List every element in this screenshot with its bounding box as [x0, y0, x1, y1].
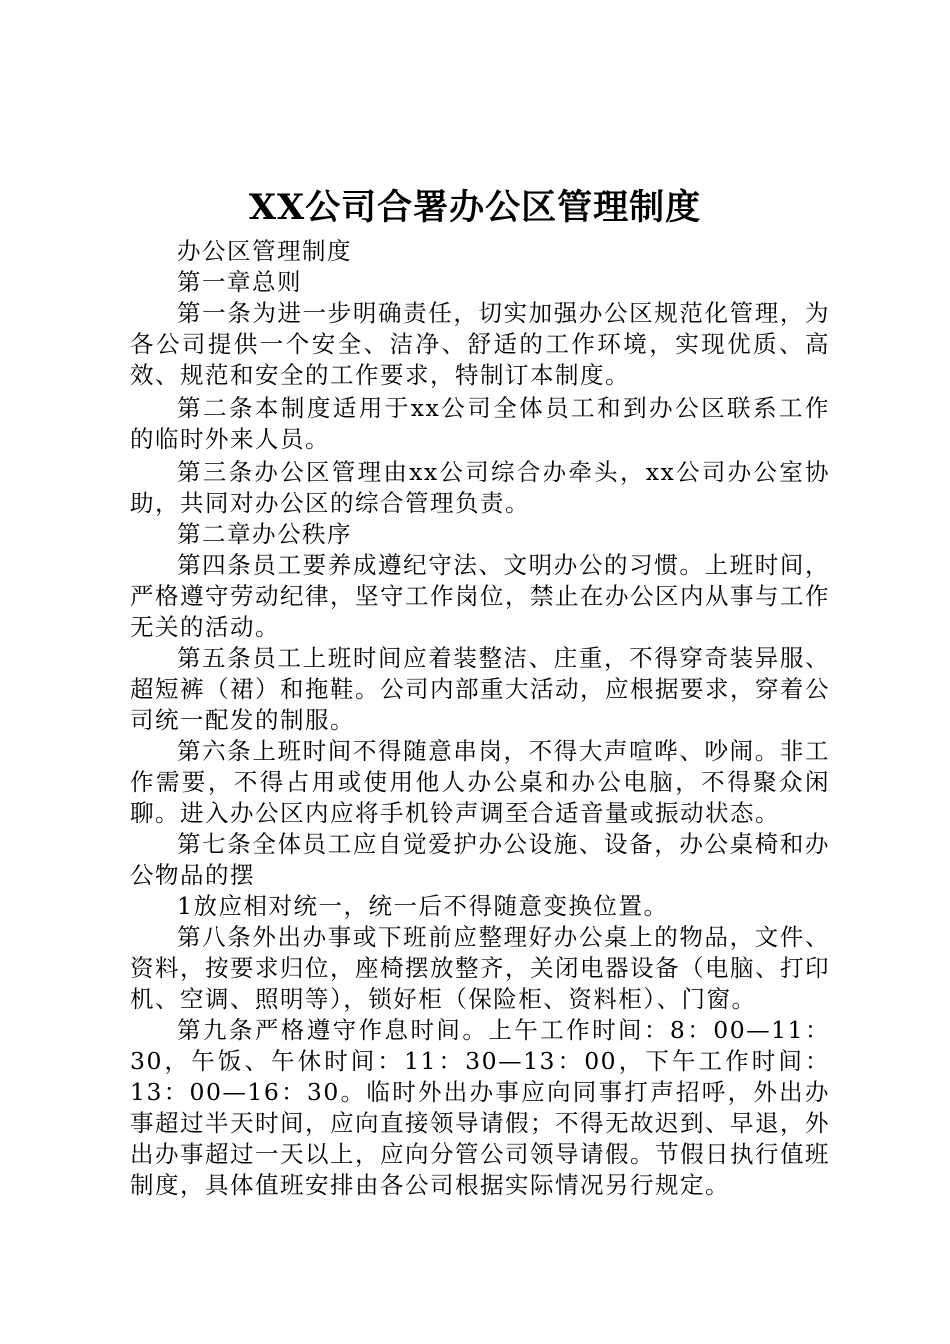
article-paragraph: 第四条员工要养成遵纪守法、文明办公的习惯。上班时间，严格遵守劳动纪律，坚守工作岗位，禁止在办公区内从事与工作无关的活动。: [130, 551, 830, 641]
section-heading: 办公区管理制度: [177, 237, 352, 265]
article-paragraph: 第一条为进一步明确责任，切实加强办公区规范化管理，为各公司提供一个安全、洁净、舒适的工作环境，实现优质、高效、规范和安全的工作要求，特制订本制度。: [130, 299, 830, 389]
article-paragraph: 第二条本制度适用于xx公司全体员工和到办公区联系工作的临时外来人员。: [130, 394, 830, 453]
article-paragraph: 第六条上班时间不得随意串岗，不得大声喧哗、吵闹。非工作需要，不得占用或使用他人办公桌和办公电脑，不得聚众闲聊。进入办公区内应将手机铃声调至合适音量或振动状态。: [130, 737, 830, 827]
article-paragraph: 第三条办公区管理由xx公司综合办牵头，xx公司办公室协助，共同对办公区的综合管理负责。: [130, 458, 830, 517]
article-paragraph: 第八条外出办事或下班前应整理好办公桌上的物品，文件、资料，按要求归位，座椅摆放整齐，关闭电器设备（电脑、打印机、空调、照明等），锁好柜（保险柜、资料柜）、门窗。: [130, 923, 830, 1013]
document-title: XX公司合署办公区管理制度: [248, 187, 702, 228]
article-continuation: 1放应相对统一，统一后不得随意变换位置。: [177, 892, 669, 920]
article-paragraph: 第五条员工上班时间应着装整洁、庄重，不得穿奇装异服、超短裤（裙）和拖鞋。公司内部重大活动，应根据要求，穿着公司统一配发的制服。: [130, 644, 830, 734]
article-paragraph: 第七条全体员工应自觉爱护办公设施、设备，办公桌椅和办公物品的摆: [130, 830, 830, 889]
chapter-heading: 第一章总则: [177, 268, 302, 296]
article-paragraph: 第九条严格遵守作息时间。上午工作时间：8：00—11：30，午饭、午休时间：11：30—13：00，下午工作时间：13：00—16：30。临时外出办事应向同事打声招呼，外出办事超过半天时间，应向直接领导请假；不得无故迟到、早退，外出办事超过一天以上，应向分管公司领导请假。节假日执行值班制度，具体值班安排由各公司根据实际情况另行规定。: [130, 1016, 830, 1199]
chapter-heading: 第二章办公秩序: [177, 520, 352, 548]
document-body: [130, 236, 830, 1201]
